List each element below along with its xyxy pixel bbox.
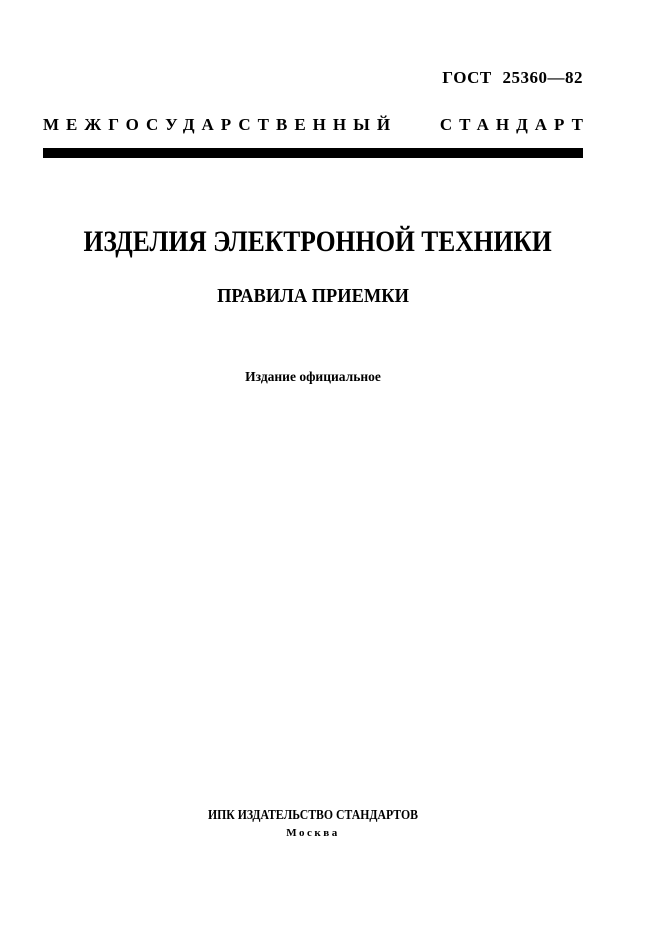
- standard-type-band: [43, 115, 590, 134]
- standard-number: ГОСТ 25360—82: [442, 68, 583, 87]
- standard-type-word-2: СТАНДАРТ: [439, 115, 590, 134]
- publisher-city: Москва: [286, 827, 340, 839]
- horizontal-rule: [43, 148, 583, 158]
- title-page-content: [43, 0, 590, 936]
- document-title: ИЗДЕЛИЯ ЭЛЕКТРОННОЙ ТЕХНИКИ: [83, 225, 552, 258]
- document-subtitle: ПРАВИЛА ПРИЕМКИ: [217, 285, 409, 307]
- publisher-name: ИПК ИЗДАТЕЛЬСТВО СТАНДАРТОВ: [208, 808, 418, 823]
- edition-note: Издание официальное: [245, 369, 381, 384]
- standard-type-word-1: МЕЖГОСУДАРСТВЕННЫЙ: [43, 115, 398, 134]
